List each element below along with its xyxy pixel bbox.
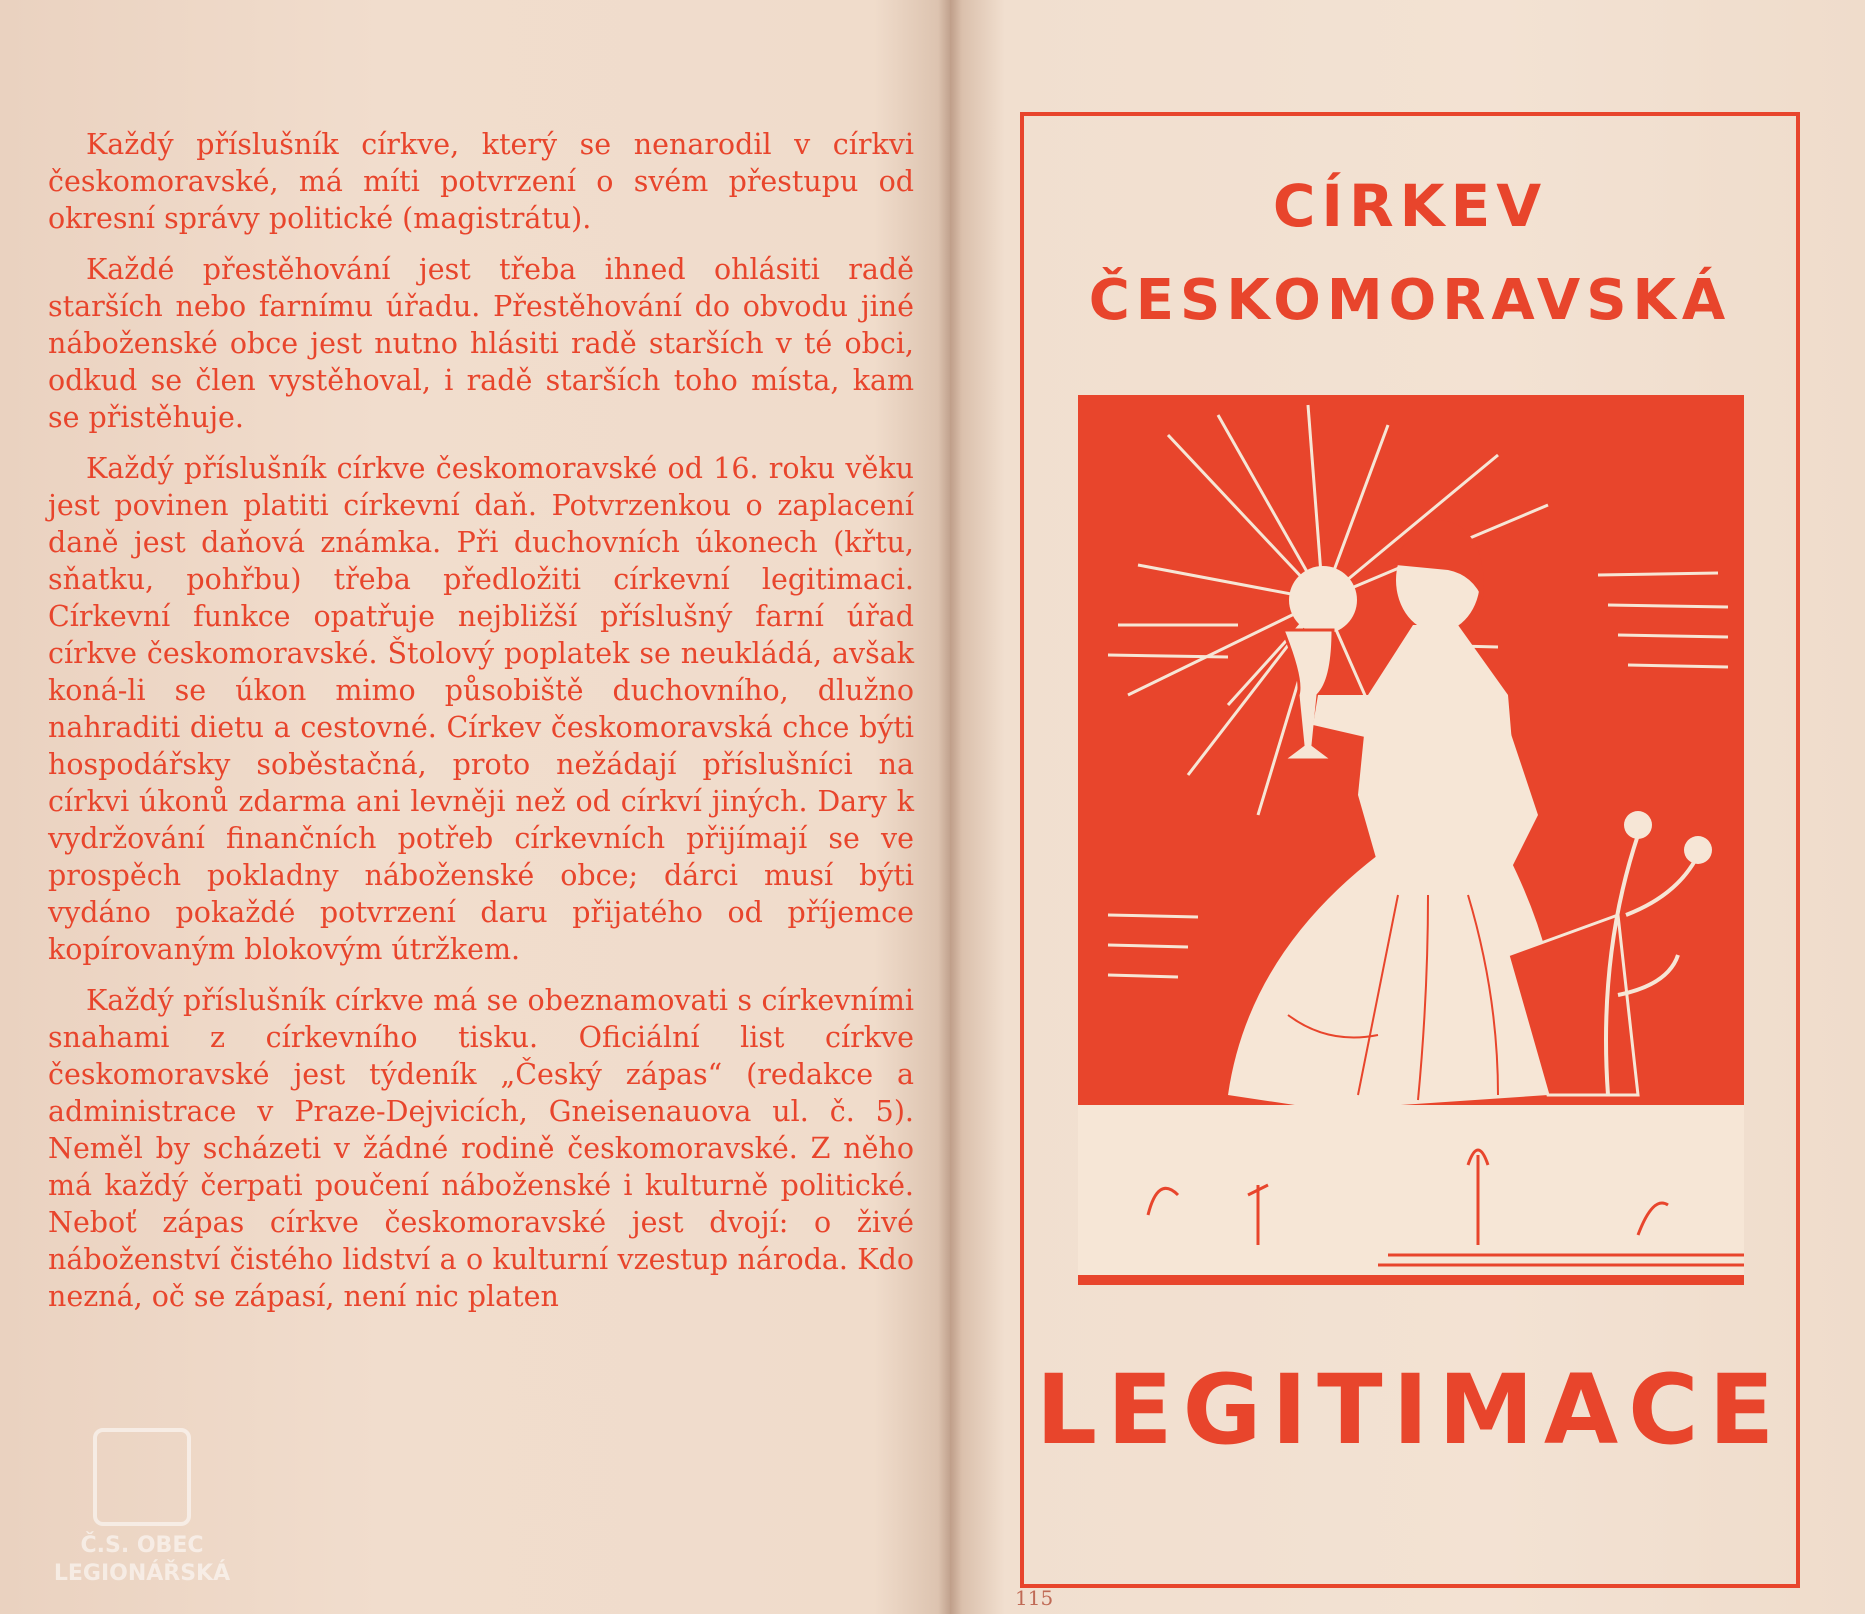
cover-title-line-1: CÍRKEV bbox=[1272, 172, 1548, 240]
page-fold bbox=[938, 0, 962, 1614]
paragraph-church-tax: Každý příslušník církve českomoravské od 16. roku věku jest povinen platiti církevní daň. Potvrzenkou o zaplacení daně jest daňová známka. Při duchovních úkonech (křtu, sňatku, pohřbu) třeba předložiti církevní legitimaci. Církevní funkce opatřuje nejbližší příslušný farní úřad církve českomoravské. Štolový poplatek se neukládá, avšak koná-li se úkon mimo působiště duchovního, dlužno nahraditi dietu a cestovné. Církev českomoravská chce býti hospodářsky soběstačná, proto nežádají příslušníci na církvi úkonů zdarma ani levněji než od církví jiných. Dary k vydržování finančních potřeb církevních přijímají se ve prospěch pokladny náboženské obce; dárci musí býti vydáno pokaždé potvrzení daru přijatého od příjemce kopírovaným blokovým útržkem. bbox=[48, 452, 914, 966]
woodcut-illustration bbox=[1078, 395, 1744, 1285]
paragraph-relocation: Každé přestěhování jest třeba ihned ohlásiti radě starších nebo farnímu úřadu. Přestěhování do obvodu jiné náboženské obce jest nutno hlásiti radě starších v té obci, odkud se člen vystěhoval, i radě starších toho místa, kam se přistěhuje. bbox=[48, 253, 914, 434]
stamp-line-2: LEGIONÁŘSKÁ bbox=[53, 1561, 231, 1586]
serial-number: 115 bbox=[1015, 1586, 1054, 1610]
stamp-seal-icon bbox=[93, 1428, 191, 1526]
paragraph-church-press: Každý příslušník církve má se obeznamovati s církevními snahami z církevního tisku. Oficiální list církve českomoravské jest týdeník „Český zápas“ (redakce a administrace v Praze-Dejvicích, Gneisenauova ul. č. 5). Neměl by scházeti v žádné rodině českomoravské. Z něho má každý čerpati poučení náboženské i kulturně politické. Neboť zápas církve českomoravské jest dvojí: o živé náboženství čistého lidství a o kulturní vzestup národa. Kdo nezná, oč se zápasí, není nic platen bbox=[48, 984, 914, 1313]
cover-heading: LEGITIMACE bbox=[1035, 1354, 1785, 1466]
woman-with-chalice-icon bbox=[1078, 395, 1744, 1285]
rules-text-column bbox=[48, 126, 914, 1329]
stamp-line-1: Č.S. OBEC bbox=[80, 1533, 204, 1558]
cover-title-line-2: ČESKOMORAVSKÁ bbox=[1088, 268, 1732, 333]
watermark-stamp bbox=[36, 1428, 248, 1588]
paragraph-membership: Každý příslušník církve, který se nenarodil v církvi českomoravské, má míti potvrzení o svém přestupu od okresní správy politické (magistrátu). bbox=[48, 128, 914, 235]
